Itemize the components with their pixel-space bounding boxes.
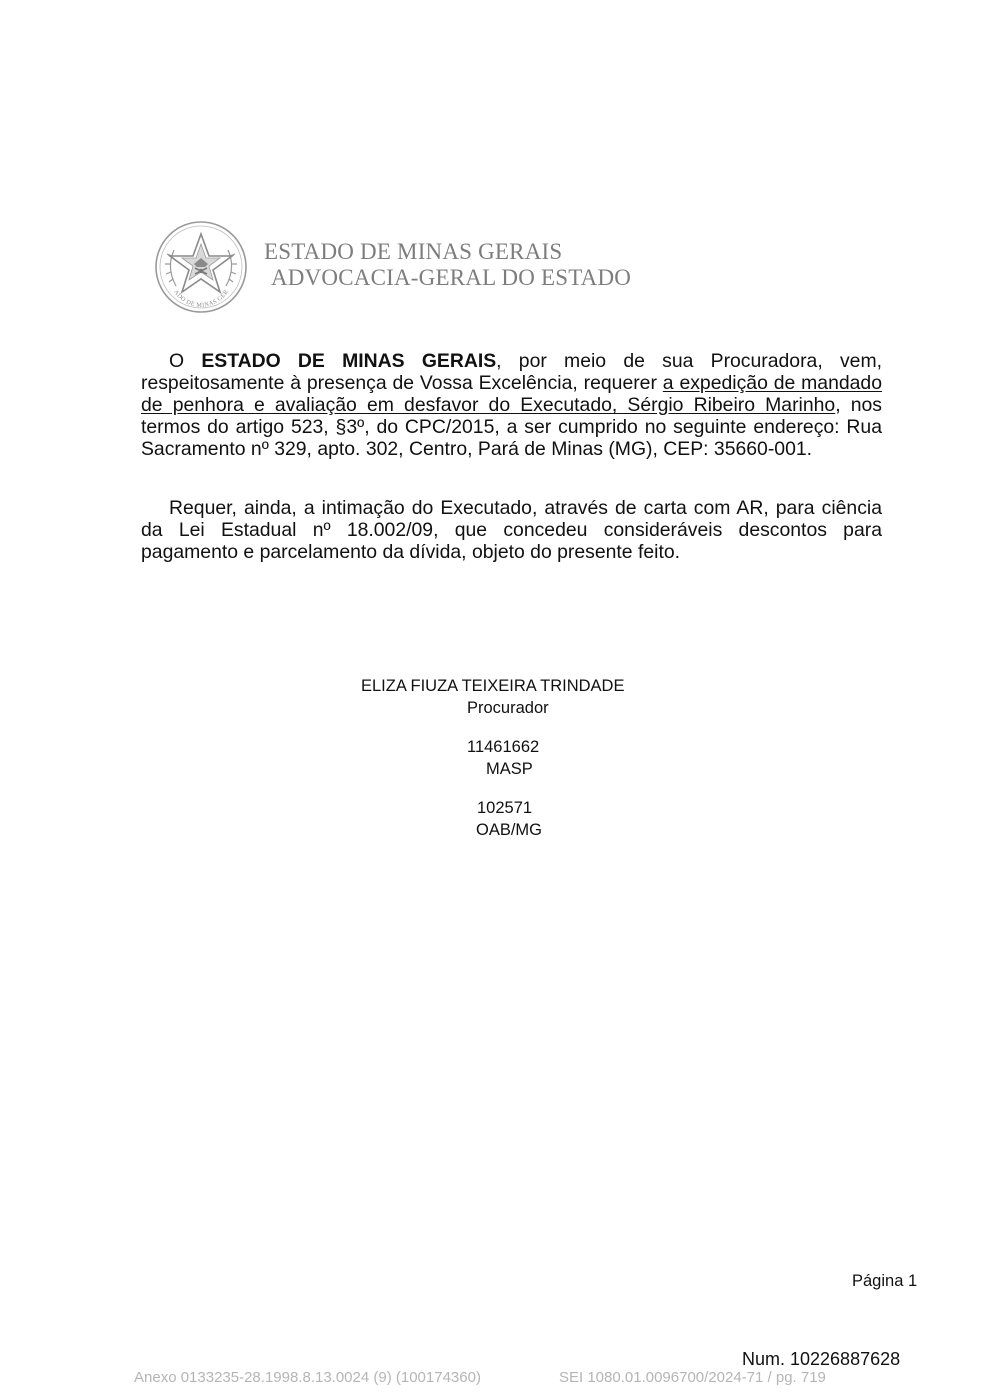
header-agency-name: ADVOCACIA-GERAL DO ESTADO — [271, 265, 632, 290]
oab-number: 102571 — [477, 799, 533, 817]
p2-text: Requer, ainda, a intimação do Executado, através de carta com AR, para ciência da Lei Estadual nº 18.002/09, que concedeu consideráveis descontos para pagamento e parcelamento da dívida, objeto do presente feito. — [141, 497, 882, 563]
p1-underlined-request: a expedição de mandado de penhora e avaliação em desfavor do Executado, Sérgio Ribeiro Marinho — [141, 372, 882, 416]
minas-gerais-coat-of-arms-icon — [154, 220, 248, 314]
sei-reference: SEI 1080.01.0096700/2024-71 / pg. 719 — [559, 1369, 826, 1386]
page-number: Página 1 — [852, 1272, 918, 1290]
masp-label: MASP — [486, 760, 533, 778]
header-state-name: ESTADO DE MINAS GERAIS — [264, 239, 563, 264]
p1-subject: ESTADO DE MINAS GERAIS — [201, 350, 497, 372]
seal-ribbon-text: ADO DE MINAS GER — [172, 288, 231, 309]
paragraph-request — [141, 350, 882, 460]
signer-role: Procurador — [467, 699, 549, 717]
document-number: Num. 10226887628 — [742, 1349, 901, 1369]
signer-name: ELIZA FIUZA TEIXEIRA TRINDADE — [361, 677, 625, 695]
paragraph-notification — [141, 497, 882, 563]
annex-reference: Anexo 0133235-28.1998.8.13.0024 (9) (100174360) — [134, 1369, 481, 1386]
p1-text2: , nos termos do artigo 523, §3º, do CPC/2015, a ser cumprido no seguinte endereço: Rua Sacramento nº 329, apto. 302, Centro, Pará de Minas (MG), CEP: 35660-001. — [141, 394, 883, 460]
p1-text1: , por meio de sua Procuradora, vem, respeitosamente à presença de Vossa Excelência, requerer — [141, 350, 882, 394]
p1-intro: O — [169, 350, 202, 372]
oab-label: OAB/MG — [476, 821, 543, 839]
masp-number: 11461662 — [467, 738, 540, 756]
